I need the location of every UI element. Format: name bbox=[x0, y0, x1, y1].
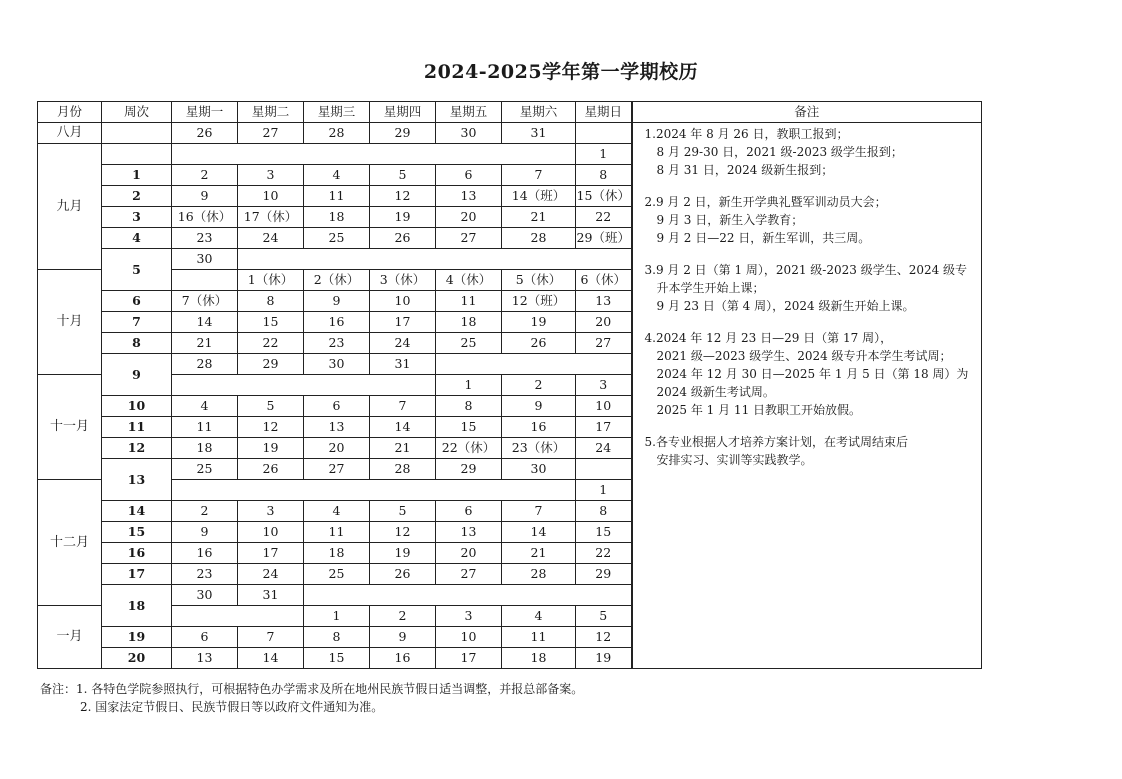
day-cell: 19 bbox=[502, 312, 576, 333]
day-cell bbox=[172, 270, 238, 291]
day-cell: 24 bbox=[238, 564, 304, 585]
month-cell: 一月 bbox=[38, 606, 102, 669]
col-header-fri: 星期五 bbox=[436, 102, 502, 123]
note-line: 9 月 3 日，新生入学教育； bbox=[644, 213, 804, 227]
table-row bbox=[38, 123, 982, 144]
day-cell: 7 bbox=[502, 501, 576, 522]
month-cell: 十月 bbox=[38, 270, 102, 375]
day-cell: 5 bbox=[576, 606, 632, 627]
note-item bbox=[645, 261, 982, 315]
day-cell: 26 bbox=[370, 228, 436, 249]
day-cell: 27 bbox=[304, 459, 370, 480]
day-cell: 7 bbox=[370, 396, 436, 417]
day-cell: 22 bbox=[576, 207, 632, 228]
day-cell: 13 bbox=[172, 648, 238, 669]
notes-cell bbox=[632, 123, 982, 669]
col-header-sat: 星期六 bbox=[502, 102, 576, 123]
week-number-cell: 10 bbox=[102, 396, 172, 417]
note-item bbox=[645, 329, 982, 419]
day-cell: 30 bbox=[304, 354, 370, 375]
day-cell: 24 bbox=[576, 438, 632, 459]
day-cell: 18 bbox=[304, 543, 370, 564]
day-cell: 2 bbox=[172, 165, 238, 186]
day-cell bbox=[576, 459, 632, 480]
day-cell: 1 bbox=[436, 375, 502, 396]
day-cell: 10 bbox=[238, 522, 304, 543]
week-number-cell: 7 bbox=[102, 312, 172, 333]
day-cell: 29 bbox=[370, 123, 436, 144]
note-line: 8 月 29-30 日，2021 级-2023 级学生报到； bbox=[644, 145, 903, 159]
day-cell: 23（休） bbox=[502, 438, 576, 459]
day-cell: 14（班） bbox=[502, 186, 576, 207]
note-line: 2025 年 1 月 11 日教职工开始放假。 bbox=[644, 403, 862, 417]
day-cell: 6 bbox=[436, 501, 502, 522]
day-cell: 25 bbox=[304, 228, 370, 249]
page-title: 2024-2025学年第一学期校历 bbox=[423, 61, 699, 83]
day-cell bbox=[576, 123, 632, 144]
day-cell: 3 bbox=[436, 606, 502, 627]
day-cell: 30 bbox=[172, 585, 238, 606]
note-item bbox=[645, 193, 982, 247]
day-cell: 4 bbox=[502, 606, 576, 627]
day-cell: 16 bbox=[502, 417, 576, 438]
week-number-cell: 2 bbox=[102, 186, 172, 207]
day-cell: 20 bbox=[304, 438, 370, 459]
day-cell: 8 bbox=[436, 396, 502, 417]
day-cell: 3（休） bbox=[370, 270, 436, 291]
day-cell: 9 bbox=[502, 396, 576, 417]
week-number-cell: 18 bbox=[102, 585, 172, 627]
day-cell: 14 bbox=[370, 417, 436, 438]
week-number-cell: 4 bbox=[102, 228, 172, 249]
day-cell: 30 bbox=[502, 459, 576, 480]
week-number-cell: 9 bbox=[102, 354, 172, 396]
day-cell: 6 bbox=[304, 396, 370, 417]
day-cell: 2 bbox=[370, 606, 436, 627]
day-cell: 10 bbox=[238, 186, 304, 207]
day-cell: 1（休） bbox=[238, 270, 304, 291]
day-cell: 13 bbox=[576, 291, 632, 312]
day-cell: 19 bbox=[370, 543, 436, 564]
week-number-cell: 14 bbox=[102, 501, 172, 522]
day-cell: 29 bbox=[576, 564, 632, 585]
col-header-wed: 星期三 bbox=[304, 102, 370, 123]
week-number-cell: 5 bbox=[102, 249, 172, 291]
day-cell: 4 bbox=[172, 396, 238, 417]
day-cell: 9 bbox=[172, 522, 238, 543]
day-cell: 14 bbox=[238, 648, 304, 669]
note-item bbox=[645, 125, 982, 179]
week-number-cell: 13 bbox=[102, 459, 172, 501]
day-cell: 27 bbox=[238, 123, 304, 144]
day-cell: 3 bbox=[238, 501, 304, 522]
day-cell: 8 bbox=[238, 291, 304, 312]
month-cell: 八月 bbox=[38, 123, 102, 144]
col-header-mon: 星期一 bbox=[172, 102, 238, 123]
calendar-body bbox=[38, 102, 982, 669]
week-number-cell bbox=[102, 123, 172, 144]
note-line: 5.各专业根据人才培养方案计划，在考试周结束后 bbox=[644, 435, 908, 449]
day-cell: 4（休） bbox=[436, 270, 502, 291]
day-cell: 5（休） bbox=[502, 270, 576, 291]
day-cell: 25 bbox=[436, 333, 502, 354]
col-header-tue: 星期二 bbox=[238, 102, 304, 123]
day-cell: 7 bbox=[238, 627, 304, 648]
day-cell: 9 bbox=[172, 186, 238, 207]
note-line: 4.2024 年 12 月 23 日—29 日（第 17 周）， bbox=[644, 331, 893, 345]
week-number-cell: 11 bbox=[102, 417, 172, 438]
day-cell: 3 bbox=[576, 375, 632, 396]
day-cell: 6 bbox=[172, 627, 238, 648]
day-cell: 8 bbox=[576, 501, 632, 522]
day-cell: 21 bbox=[370, 438, 436, 459]
day-cell: 21 bbox=[502, 543, 576, 564]
day-cell: 17 bbox=[370, 312, 436, 333]
day-cell: 20 bbox=[436, 543, 502, 564]
week-number-cell: 19 bbox=[102, 627, 172, 648]
week-number-cell: 6 bbox=[102, 291, 172, 312]
note-line: 1.2024 年 8 月 26 日，教职工报到； bbox=[644, 127, 849, 141]
day-cell: 18 bbox=[436, 312, 502, 333]
day-cell: 18 bbox=[304, 207, 370, 228]
day-cell: 29 bbox=[436, 459, 502, 480]
day-cell: 15 bbox=[304, 648, 370, 669]
day-cell: 7（休） bbox=[172, 291, 238, 312]
week-number-cell: 8 bbox=[102, 333, 172, 354]
col-header-sun: 星期日 bbox=[576, 102, 632, 123]
note-line: 3.9 月 2 日（第 1 周），2021 级-2023 级学生、2024 级专 bbox=[644, 263, 968, 277]
empty-day-cell bbox=[172, 375, 436, 396]
day-cell: 22（休） bbox=[436, 438, 502, 459]
footer-note-1: 备注：1. 各特色学院参照执行，可根据特色办学需求及所在地州民族节假日适当调整，并报总部备案。 bbox=[40, 682, 584, 696]
day-cell: 16（休） bbox=[172, 207, 238, 228]
note-item bbox=[645, 433, 982, 469]
note-line: 升本学生开始上课； bbox=[644, 281, 765, 295]
col-header-week: 周次 bbox=[102, 102, 172, 123]
day-cell: 14 bbox=[172, 312, 238, 333]
note-line: 2.9 月 2 日，新生开学典礼暨军训动员大会； bbox=[644, 195, 887, 209]
day-cell: 8 bbox=[304, 627, 370, 648]
empty-day-cell bbox=[436, 354, 632, 375]
week-number-cell: 1 bbox=[102, 165, 172, 186]
day-cell: 17（休） bbox=[238, 207, 304, 228]
note-line: 9 月 2 日—22 日，新生军训，共三周。 bbox=[644, 231, 871, 245]
day-cell: 6（休） bbox=[576, 270, 632, 291]
empty-day-cell bbox=[304, 585, 632, 606]
month-cell: 十一月 bbox=[38, 375, 102, 480]
header-row bbox=[38, 102, 982, 123]
day-cell: 19 bbox=[576, 648, 632, 669]
day-cell: 5 bbox=[370, 165, 436, 186]
month-cell: 九月 bbox=[38, 144, 102, 270]
day-cell: 11 bbox=[304, 186, 370, 207]
day-cell: 17 bbox=[576, 417, 632, 438]
day-cell: 7 bbox=[502, 165, 576, 186]
day-cell: 16 bbox=[172, 543, 238, 564]
col-header-month: 月份 bbox=[38, 102, 102, 123]
day-cell: 15 bbox=[436, 417, 502, 438]
note-line: 安排实习、实训等实践教学。 bbox=[644, 453, 813, 467]
week-number-cell: 15 bbox=[102, 522, 172, 543]
day-cell: 27 bbox=[436, 228, 502, 249]
day-cell: 19 bbox=[238, 438, 304, 459]
day-cell: 1 bbox=[304, 606, 370, 627]
day-cell: 22 bbox=[238, 333, 304, 354]
day-cell: 8 bbox=[576, 165, 632, 186]
week-number-cell: 3 bbox=[102, 207, 172, 228]
day-cell: 23 bbox=[172, 564, 238, 585]
day-cell: 9 bbox=[304, 291, 370, 312]
day-cell: 21 bbox=[502, 207, 576, 228]
notes-list bbox=[633, 123, 982, 469]
note-line: 2021 级—2023 级学生、2024 级专升本学生考试周； bbox=[644, 349, 952, 363]
day-cell: 30 bbox=[172, 249, 238, 270]
day-cell: 23 bbox=[304, 333, 370, 354]
week-number-cell: 17 bbox=[102, 564, 172, 585]
day-cell: 11 bbox=[304, 522, 370, 543]
day-cell: 10 bbox=[370, 291, 436, 312]
month-cell: 十二月 bbox=[38, 480, 102, 606]
day-cell: 12 bbox=[370, 522, 436, 543]
day-cell: 29 bbox=[238, 354, 304, 375]
note-line: 8 月 31 日，2024 级新生报到； bbox=[644, 163, 834, 177]
day-cell: 11 bbox=[172, 417, 238, 438]
day-cell: 2（休） bbox=[304, 270, 370, 291]
footer-note-2: 2. 国家法定节假日、民族节假日等以政府文件通知为准。 bbox=[80, 700, 384, 714]
note-line: 9 月 23 日（第 4 周），2024 级新生开始上课。 bbox=[644, 299, 915, 313]
week-number-cell: 16 bbox=[102, 543, 172, 564]
day-cell: 17 bbox=[436, 648, 502, 669]
day-cell: 1 bbox=[576, 480, 632, 501]
day-cell: 12 bbox=[370, 186, 436, 207]
day-cell: 31 bbox=[502, 123, 576, 144]
day-cell: 18 bbox=[502, 648, 576, 669]
day-cell: 10 bbox=[576, 396, 632, 417]
day-cell: 21 bbox=[172, 333, 238, 354]
day-cell: 11 bbox=[436, 291, 502, 312]
col-header-notes: 备注 bbox=[632, 102, 982, 123]
day-cell: 30 bbox=[436, 123, 502, 144]
day-cell: 13 bbox=[436, 186, 502, 207]
empty-day-cell bbox=[172, 144, 576, 165]
day-cell: 26 bbox=[502, 333, 576, 354]
day-cell: 23 bbox=[172, 228, 238, 249]
day-cell: 4 bbox=[304, 501, 370, 522]
day-cell: 10 bbox=[436, 627, 502, 648]
day-cell: 6 bbox=[436, 165, 502, 186]
col-header-thu: 星期四 bbox=[370, 102, 436, 123]
day-cell: 13 bbox=[304, 417, 370, 438]
day-cell: 20 bbox=[436, 207, 502, 228]
day-cell: 12 bbox=[576, 627, 632, 648]
day-cell: 26 bbox=[370, 564, 436, 585]
week-number-cell: 12 bbox=[102, 438, 172, 459]
day-cell: 2 bbox=[502, 375, 576, 396]
empty-day-cell bbox=[172, 606, 304, 627]
day-cell: 5 bbox=[238, 396, 304, 417]
school-calendar-table bbox=[37, 101, 982, 669]
day-cell: 28 bbox=[502, 564, 576, 585]
day-cell: 31 bbox=[370, 354, 436, 375]
day-cell: 28 bbox=[502, 228, 576, 249]
week-number-cell: 20 bbox=[102, 648, 172, 669]
note-line: 2024 年 12 月 30 日—2025 年 1 月 5 日（第 18 周）为 bbox=[644, 367, 969, 381]
day-cell: 25 bbox=[304, 564, 370, 585]
day-cell: 25 bbox=[172, 459, 238, 480]
day-cell: 9 bbox=[370, 627, 436, 648]
note-line: 2024 级新生考试周。 bbox=[644, 385, 775, 399]
day-cell: 15 bbox=[238, 312, 304, 333]
empty-day-cell bbox=[172, 480, 576, 501]
day-cell: 12（班） bbox=[502, 291, 576, 312]
day-cell: 28 bbox=[172, 354, 238, 375]
day-cell: 18 bbox=[172, 438, 238, 459]
day-cell: 31 bbox=[238, 585, 304, 606]
day-cell: 16 bbox=[304, 312, 370, 333]
day-cell: 19 bbox=[370, 207, 436, 228]
day-cell: 11 bbox=[502, 627, 576, 648]
week-number-cell bbox=[102, 144, 172, 165]
day-cell: 27 bbox=[576, 333, 632, 354]
day-cell: 3 bbox=[238, 165, 304, 186]
footer-notes bbox=[40, 680, 583, 716]
day-cell: 27 bbox=[436, 564, 502, 585]
day-cell: 17 bbox=[238, 543, 304, 564]
day-cell: 24 bbox=[370, 333, 436, 354]
day-cell: 14 bbox=[502, 522, 576, 543]
empty-day-cell bbox=[238, 249, 632, 270]
day-cell: 16 bbox=[370, 648, 436, 669]
day-cell: 29（班） bbox=[576, 228, 632, 249]
day-cell: 26 bbox=[172, 123, 238, 144]
day-cell: 12 bbox=[238, 417, 304, 438]
day-cell: 2 bbox=[172, 501, 238, 522]
day-cell: 13 bbox=[436, 522, 502, 543]
day-cell: 22 bbox=[576, 543, 632, 564]
day-cell: 28 bbox=[304, 123, 370, 144]
day-cell: 20 bbox=[576, 312, 632, 333]
day-cell: 15 bbox=[576, 522, 632, 543]
day-cell: 24 bbox=[238, 228, 304, 249]
day-cell: 15（休） bbox=[576, 186, 632, 207]
day-cell: 1 bbox=[576, 144, 632, 165]
day-cell: 28 bbox=[370, 459, 436, 480]
day-cell: 26 bbox=[238, 459, 304, 480]
day-cell: 4 bbox=[304, 165, 370, 186]
day-cell: 5 bbox=[370, 501, 436, 522]
